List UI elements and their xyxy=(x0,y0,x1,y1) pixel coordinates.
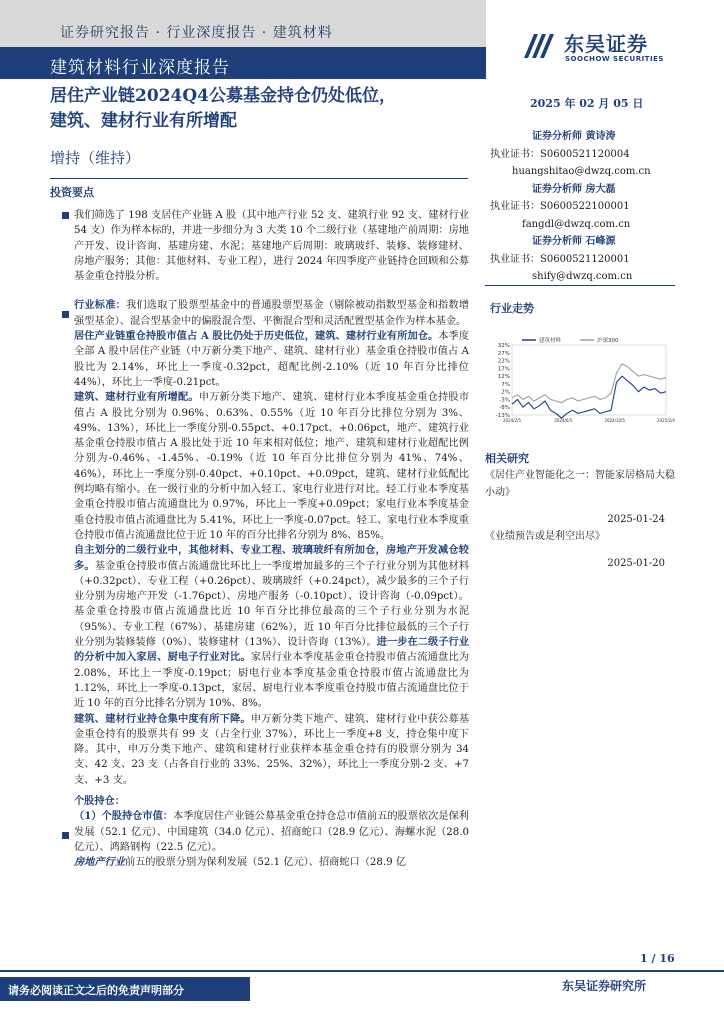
report-type: 建筑材料行业深度报告 xyxy=(50,58,230,78)
bullet xyxy=(62,212,69,219)
paragraph xyxy=(74,809,469,855)
paragraph-text: 申万新分类下地产、建筑、建材行业中获公募基金重仓持有的股票共有 99 支（占全行业 37%），环比上一季度+8 支，持仓集中度下降。其中，申万分类下地产、建筑和建材行业获样本基金重仓持有的股票分别为 34 支、42 支、23 支（占各自行业的 33%、25%、32%），环比上一季度分别-2 支、+7 支、+3 支。 xyxy=(74,713,470,786)
related-date: 2025-01-20 xyxy=(607,558,665,569)
y-tick-label: 2% xyxy=(501,389,510,396)
paragraph-lead: 房地产行业 xyxy=(74,856,125,869)
chart-frame xyxy=(512,345,666,415)
analyst-role: 证券分析师 房大磊 xyxy=(532,183,616,195)
related-item: 《居住产业智能化之一：智能家居格局大稳小动》 xyxy=(485,470,675,498)
analyst-email: huangshitao@dwzq.com.cn xyxy=(512,166,651,177)
y-tick-label: 32% xyxy=(497,343,510,349)
bullet xyxy=(62,311,69,318)
paragraph-lead: 进一步在二级子行业的分析中加入家居、厨电子行业对比。 xyxy=(74,636,470,664)
bullet xyxy=(62,832,69,839)
x-tick-label: 2024/6/5 xyxy=(554,418,573,423)
related-research xyxy=(485,450,675,572)
paragraph-lead: 建筑、建材行业持仓集中度有所下降。 xyxy=(74,712,251,725)
paragraph-lead: 行业标准： xyxy=(74,299,127,312)
y-tick-label: 22% xyxy=(497,358,510,365)
brand-name: 东吴证券 xyxy=(564,32,648,56)
paragraph-lead: （1）个股持仓市值： xyxy=(74,810,173,823)
paragraph-lead: 建筑、建材行业有所增配。 xyxy=(74,391,199,404)
report-category: 证券研究报告 · 行业深度报告 · 建筑材料 xyxy=(60,25,333,41)
related-date: 2025-01-24 xyxy=(607,514,665,525)
footer-line xyxy=(0,970,724,972)
related-item: 《业绩预告或是利空出尽》 xyxy=(485,531,605,542)
brand-logo xyxy=(520,28,700,68)
series-line-0 xyxy=(512,376,666,418)
paragraph-lead: 居住产业链重仓持股市值占 A 股比仍处于历史低位，建筑、建材行业有所加仓。 xyxy=(74,330,439,343)
series-line-1 xyxy=(512,364,666,403)
analyst-cert: 执业证书：S0600522100001 xyxy=(490,201,630,212)
rating: 增持（维持） xyxy=(50,149,141,167)
x-tick-label: 2025/2/4 xyxy=(657,418,675,423)
paragraph xyxy=(74,855,469,870)
disclaimer-text: 请务必阅读正文之后的免责声明部分 xyxy=(8,984,184,997)
analyst-email: fangdl@dwzq.com.cn xyxy=(522,218,631,230)
paragraph-text: 本季度全部 A 股中居住产业链（中万新分类下地产、建筑、建材行业）基金重仓持股市值占 A 股比为 2.14%，环比上一季度-0.32pct，超配比例-2.10%（近 10 年百分比排位 44%），环比上一季度-0.21pct。 xyxy=(74,331,470,388)
paragraph xyxy=(74,543,469,711)
paragraph-text: 我们选取了股票型基金中的普通股票型基金（剔除被动指数型基金和指数增强型基金）、混合型基金中的偏股混合型、平衡混合型和灵活配置型基金作为样本基金。 xyxy=(74,300,470,327)
y-tick-label: 12% xyxy=(497,374,510,381)
y-tick-label: 7% xyxy=(501,381,510,388)
industry-trend-chart xyxy=(490,335,675,425)
paragraph xyxy=(74,298,469,329)
y-tick-label: 17% xyxy=(497,366,510,373)
analyst-cert: 执业证书：S0600521120004 xyxy=(490,148,630,160)
analyst-role: 证券分析师 石峰源 xyxy=(532,236,616,247)
main-body xyxy=(74,208,469,870)
brand-name-en: SOOCHOW SECURITIES xyxy=(565,55,664,63)
analyst-panel xyxy=(490,128,670,286)
soochow-logo-icon xyxy=(520,28,556,64)
analyst-email: shify@dwzq.com.cn xyxy=(532,271,633,282)
paragraph-lead: 个股持仓： xyxy=(74,794,125,807)
x-tick-label: 2024/2/5 xyxy=(503,418,521,423)
x-tick-label: 2024/10/5 xyxy=(604,418,625,423)
related-title: 相关研究 xyxy=(485,452,529,465)
paragraph-text: 家居行业本季度基金重仓持股市值占流通盘比为 2.08%，环比上一季度-0.19pct；厨电行业本季度基金重仓持股市值占流通盘比为 1.12%，环比上一季度-0.13pct，家居、厨电行业本季度重仓持股市值占流通盘比位于近 10 年的百分比排名分别为 10%、8%。 xyxy=(74,652,470,710)
report-title xyxy=(50,84,490,134)
footer-company: 东吴证券研究所 xyxy=(562,979,647,993)
section-label: 投资要点 xyxy=(50,186,94,199)
title-line-1: 居住产业链2024Q4公募基金持仓仍处低位， xyxy=(50,86,396,106)
divider xyxy=(485,285,675,286)
y-tick-label: -8% xyxy=(499,405,510,412)
chart-title: 行业走势 xyxy=(490,302,534,315)
y-tick-label: -3% xyxy=(499,397,510,404)
y-tick-label: -13% xyxy=(495,413,510,419)
analyst-role: 证券分析师 黄诗涛 xyxy=(532,131,616,142)
y-tick-label: 27% xyxy=(497,350,510,357)
paragraph-lead: 自主划分的二级行业中，其他材料、专业工程、玻璃玻纤有所加仓，房地产开发减仓较多。 xyxy=(74,544,469,572)
legend-label: 沪深300 xyxy=(597,338,619,344)
analyst-cert: 执业证书：S0600521120001 xyxy=(490,253,630,265)
paragraph xyxy=(74,712,469,788)
paragraph-text: 基金重仓持股市值占流通盘比环比上一季度增加最多的三个子行业分别为其他材料（+0.32pct）、专业工程（+0.26pct）、玻璃玻纤（+0.24pct），减少最多的三个子行业分别为房地产开发（-1.76pct）、房地产服务（-0.10pct）、设计咨询（-0.09pct）。基金重仓持股市值占流通盘比近 10 年百分比排位最高的三个子行业分别为水泥（95%）、专业工程（67%）、基建房建（62%），近 10 年百分比排位最低的三个子行业分别为装修装修（0%）、装修建材（13%）、设计咨询（13%）。 xyxy=(74,560,470,649)
paragraph xyxy=(74,329,469,390)
report-type-bar xyxy=(0,47,486,79)
divider xyxy=(50,178,468,179)
paragraph xyxy=(74,794,469,809)
paragraph: 我们筛选了 198 支居住产业链 A 股（其中地产行业 52 支、建筑行业 92 支、建材行业 54 支）作为样本标的，并进一步细分为 3 大类 10 个二级行业（基建地产前周期：房地产开发、设计咨询、基建房建、水泥；基建地产后周期：玻璃玻纤、装修、装修建材、房地产服务；其他：其他材料、专业工程），进行 2024 年四季度产业链持仓回顾和公募基金重仓持股分析。 xyxy=(74,210,469,283)
page-number: 1 / 16 xyxy=(640,952,675,965)
disclaimer-bar xyxy=(0,977,250,1001)
paragraph xyxy=(74,390,469,543)
title-line-2: 建筑、建材行业有所增配 xyxy=(50,111,237,131)
paragraph-text: 前五的股票分别为保利发展（52.1 亿元）、招商蛇口（28.9 亿 xyxy=(124,857,406,869)
paragraph-text: 申万新分类下地产、建筑、建材行业本季度基金重仓持股市值占 A 股比分别为 0.96%、0.63%、0.55%（近 10 年百分比排位分别为 3%、49%、13%），环比上一季度分别-0.55pct、+0.17pct、+0.06pct，地产、建筑行业基金重仓持股市值占 A 股比处于近 10 年来相对低位；地产、建筑和建材行业超配比例分别为-0.46%、-1.45%、-0.19%（近 10 年百分比排位分别为 41%、74%、46%），环比上一季度分别-0.40pct、+0.10pct、+0.09pct，建筑、建材行业低配比例均略有缩小。在一级行业的分析中加入轻工、家电行业进行对比。轻工行业本季度基金重仓持股市值占流通盘比为 0.97%，环比上一季度+0.09pct；家电行业本季度基金重仓持股市值占流通盘比为 5.41%，环比上一季度-0.07pct。轻工、家电行业本季度重仓持股市值占流通盘比位于近 10 年的百分比排名分别为 8%、85%。 xyxy=(74,392,470,541)
header-band xyxy=(0,0,486,47)
paragraph-text: 本季度居住产业链公募基金重仓持仓总市值前五的股票依次是保利发展（52.1 亿元）、中国建筑（34.0 亿元）、招商蛇口（28.9 亿元）、海螺水泥（28.0 亿元）、鸿路钢构（22.5 亿元）。 xyxy=(74,811,469,853)
legend-label: 建筑材料 xyxy=(539,338,562,344)
report-date: 2025 年 02 月 05 日 xyxy=(530,97,644,110)
